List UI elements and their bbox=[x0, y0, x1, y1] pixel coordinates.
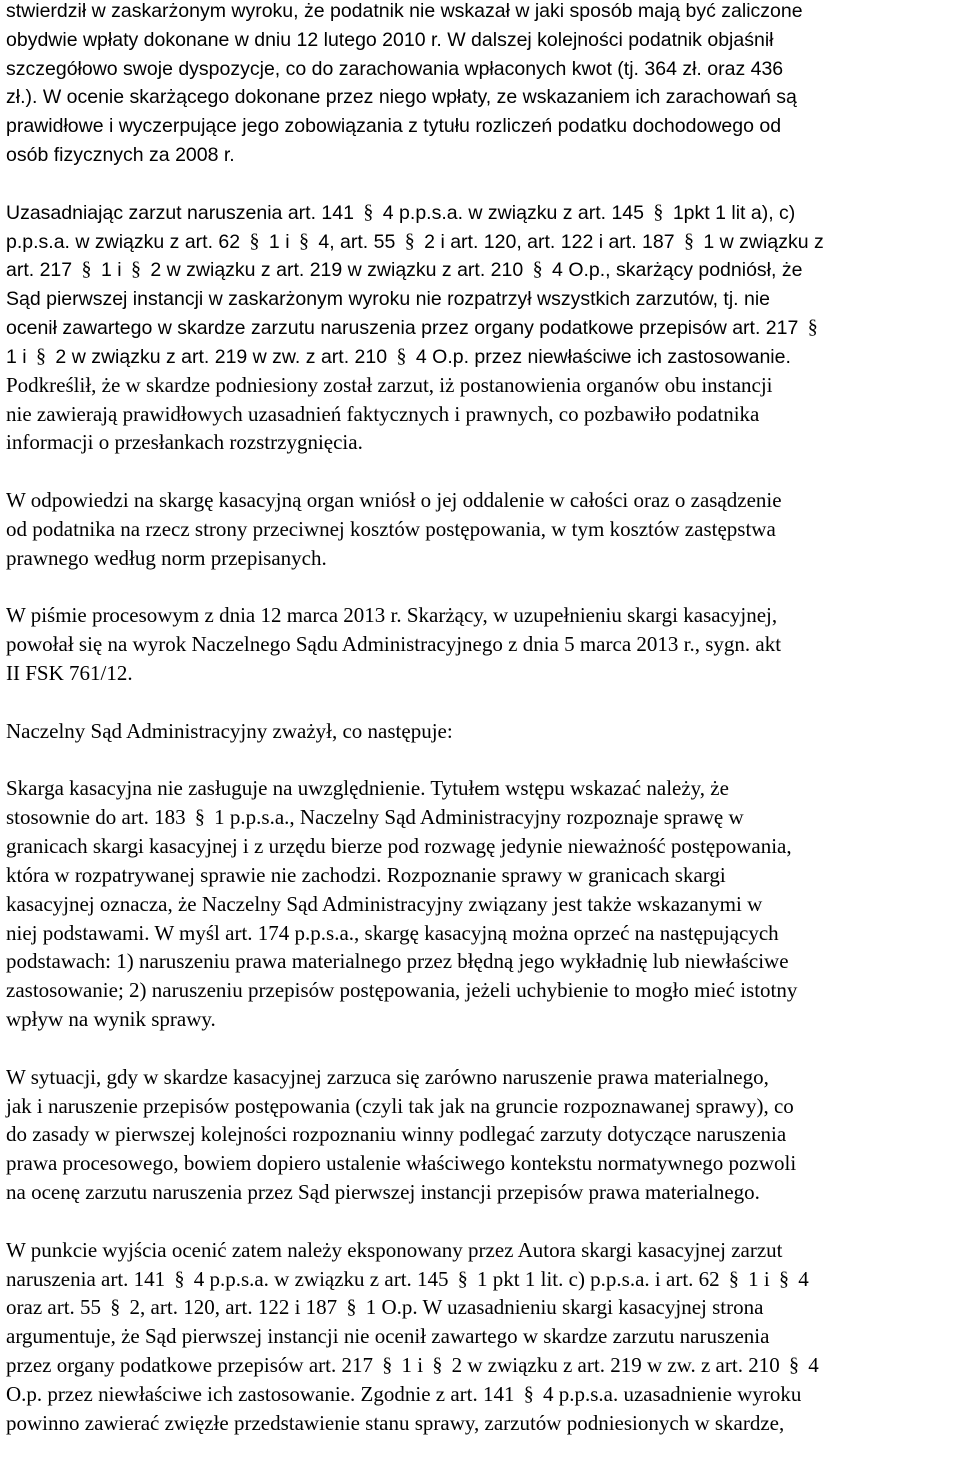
text-run: p.p.s.a. w związku z art. 62 bbox=[6, 230, 246, 253]
text-run: argumentuje, że Sąd pierwszej instancji nie ocenił zawartego w skardze zarzutu naruszenia bbox=[6, 1324, 770, 1349]
section-sign: § bbox=[404, 229, 415, 252]
text-run: 4 p.p.s.a. w związku z art. 145 bbox=[377, 201, 650, 224]
text-line bbox=[6, 1120, 786, 1148]
section-sign: § bbox=[807, 316, 818, 339]
text-run: niej podstawami. W myśl art. 174 p.p.s.a., skargę kasacyjną można oprzeć na następujących bbox=[6, 920, 779, 945]
text-run: 1 i bbox=[263, 230, 295, 253]
text-run: 4, art. 55 bbox=[312, 230, 401, 253]
section-sign: § bbox=[249, 229, 260, 252]
section-sign: § bbox=[110, 1296, 121, 1319]
text-run: osób fizycznych za 2008 r. bbox=[6, 144, 235, 167]
text-line bbox=[6, 1149, 796, 1177]
text-line bbox=[6, 400, 759, 428]
text-run: O.p. przez niewłaściwe ich zastosowanie. Zgodnie z art. 141 bbox=[6, 1381, 520, 1406]
text-run: 4 bbox=[793, 1266, 809, 1291]
section-sign: § bbox=[432, 1354, 443, 1376]
text-run: 1pkt 1 lit a), c) bbox=[667, 201, 796, 224]
text-line bbox=[6, 140, 235, 169]
text-run: ocenił zawartego w skardze zarzutu naruszenia przez organy podatkowe przepisów art. 217 bbox=[6, 317, 804, 340]
text-run: 1 i bbox=[742, 1266, 776, 1291]
text-run: W sytuacji, gdy w skardze kasacyjnej zarzuca się zarówno naruszenie prawa materialnego, bbox=[6, 1064, 769, 1089]
text-run: 2, art. 120, art. 122 i 187 bbox=[124, 1295, 343, 1320]
text-run: 2 i art. 120, art. 122 i art. 187 bbox=[418, 230, 680, 253]
text-line bbox=[6, 1092, 794, 1120]
text-run: powinno zawierać zwięzłe przedstawienie stanu sprawy, zarzutów podniesionych w skardze, bbox=[6, 1410, 785, 1435]
text-line bbox=[6, 630, 781, 658]
section-sign: § bbox=[779, 1267, 790, 1290]
text-run: granicach skargi kasacyjnej i z urzędu bierze pod rozwagę jedynie nieważność postępowania, bbox=[6, 834, 792, 859]
text-run: 1 O.p. W uzasadnieniu skargi kasacyjnej strona bbox=[360, 1295, 764, 1320]
section-sign: § bbox=[653, 200, 664, 223]
text-line bbox=[6, 1178, 760, 1206]
section-sign: § bbox=[174, 1267, 185, 1290]
text-run: 4 bbox=[802, 1353, 819, 1377]
text-run: jak i naruszenie przepisów postępowania (czyli tak jak na gruncie rozpoznawanej sprawy), co bbox=[6, 1093, 794, 1118]
text-run: W odpowiedzi na skargę kasacyjną organ wniósł o jej oddalenie w całości oraz o zasądzenie bbox=[6, 488, 782, 513]
text-run: naruszenia art. 141 bbox=[6, 1266, 171, 1291]
text-line bbox=[6, 111, 781, 140]
section-sign: § bbox=[396, 344, 407, 367]
section-sign: § bbox=[457, 1267, 468, 1290]
text-run: 1 i bbox=[396, 1353, 429, 1377]
text-run: zł.). W ocenie skarżącego dokonane przez niego wpłaty, ze wskazaniem ich zarachowań są bbox=[6, 86, 797, 109]
text-line bbox=[6, 1063, 769, 1091]
section-sign: § bbox=[363, 200, 374, 223]
text-run: szczegółowo swoje dyspozycje, co do zarachowania wpłaconych kwot (tj. 364 zł. oraz 436 bbox=[6, 57, 784, 80]
text-line bbox=[6, 25, 773, 54]
text-run: od podatnika na rzecz strony przeciwnej kosztów postępowania, w tym kosztów zastępstwa bbox=[6, 516, 776, 541]
section-sign: § bbox=[36, 344, 47, 367]
text-run: powołał się na wyrok Naczelnego Sądu Administracyjnego z dnia 5 marca 2013 r., sygn. akt bbox=[6, 632, 782, 657]
text-line bbox=[6, 284, 770, 313]
text-run: prawnego według norm przepisanych. bbox=[6, 545, 327, 570]
text-line bbox=[6, 861, 726, 889]
text-run: 4 p.p.s.a. uzasadnienie wyroku bbox=[537, 1381, 802, 1406]
text-run: II FSK 761/12. bbox=[6, 661, 133, 686]
text-run: Podkreślił, że w skardze podniesiony został zarzut, iż postanowienia organów obu instancji bbox=[6, 372, 773, 397]
text-run: 2 w związku z art. 219 w zw. z art. 210 bbox=[446, 1353, 785, 1377]
text-run: Naczelny Sąd Administracyjny zważył, co następuje: bbox=[6, 718, 453, 743]
text-line bbox=[6, 976, 797, 1004]
text-line bbox=[6, 0, 803, 25]
text-run: nie zawierają prawidłowych uzasadnień faktycznych i prawnych, co pozbawiło podatnika bbox=[6, 401, 760, 426]
text-line bbox=[6, 342, 791, 371]
text-line bbox=[6, 1265, 809, 1294]
text-line bbox=[6, 1409, 784, 1437]
text-run: 1 i bbox=[95, 259, 127, 282]
text-line bbox=[6, 803, 744, 832]
text-run: przez organy podatkowe przepisów art. 217 bbox=[6, 1353, 379, 1377]
text-line bbox=[6, 255, 802, 284]
text-run: obydwie wpłaty dokonane w dniu 12 lutego 2010 r. W dalszej kolejności podatnik objaśnił bbox=[6, 28, 774, 51]
section-sign: § bbox=[523, 1382, 534, 1405]
text-run: prawa procesowego, bowiem dopiero ustalenie właściwego kontekstu normatywnego pozwoli bbox=[6, 1151, 797, 1176]
text-run: Uzasadniając zarzut naruszenia art. 141 bbox=[6, 201, 360, 224]
section-sign: § bbox=[194, 806, 205, 829]
text-line bbox=[6, 544, 327, 572]
text-run: podstawach: 1) naruszeniu prawa materialnego przez błędną jego wykładnię lub niewłaściwe bbox=[6, 949, 789, 974]
text-run: W piśmie procesowym z dnia 12 marca 2013 r. Skarżący, w uzupełnieniu skargi kasacyjnej, bbox=[6, 603, 778, 628]
text-line bbox=[6, 54, 783, 83]
text-run: 2 w związku z art. 219 w związku z art. 210 bbox=[144, 259, 529, 282]
text-run: stosownie do art. 183 bbox=[6, 805, 191, 830]
text-line bbox=[6, 1293, 763, 1322]
text-line bbox=[6, 82, 797, 111]
text-run: wpływ na wynik sprawy. bbox=[6, 1007, 216, 1032]
section-sign: § bbox=[81, 258, 92, 281]
text-run: Sąd pierwszej instancji w zaskarżonym wyroku nie rozpatrzył wszystkich zarzutów, tj. nie bbox=[6, 288, 771, 311]
text-run: informacji o przesłankach rozstrzygnięcia. bbox=[6, 430, 363, 455]
text-line bbox=[6, 890, 762, 918]
text-run: 1 p.p.s.a., Naczelny Sąd Administracyjny rozpoznaje sprawę w bbox=[208, 805, 744, 830]
text-run: na ocenę zarzutu naruszenia przez Sąd pierwszej instancji przepisów prawa materialnego. bbox=[6, 1180, 760, 1205]
text-run: Skarga kasacyjna nie zasługuje na uwzględnienie. Tytułem wstępu wskazać należy, że bbox=[6, 776, 729, 801]
text-line bbox=[6, 1351, 819, 1380]
text-line bbox=[6, 601, 777, 629]
text-run: 4 O.p., skarżący podniósł, że bbox=[546, 259, 803, 282]
text-line bbox=[6, 227, 824, 256]
section-sign: § bbox=[298, 229, 309, 252]
section-sign: § bbox=[532, 258, 543, 281]
text-line bbox=[6, 198, 795, 227]
text-run: 1 pkt 1 lit. c) p.p.s.a. i art. 62 bbox=[471, 1266, 725, 1291]
text-run: kasacyjnej oznacza, że Naczelny Sąd Administracyjny związany jest także wskazanymi w bbox=[6, 891, 763, 916]
text-line bbox=[6, 659, 133, 687]
text-line bbox=[6, 919, 779, 947]
text-line bbox=[6, 1005, 216, 1033]
text-line bbox=[6, 717, 453, 745]
text-line bbox=[6, 947, 789, 975]
text-line bbox=[6, 313, 822, 342]
text-run: stwierdził w zaskarżonym wyroku, że podatnik nie wskazał w jaki sposób mają być zaliczone bbox=[6, 0, 803, 22]
text-run: która w rozpatrywanej sprawie nie zachodzi. Rozpoznanie sprawy w granicach skargi bbox=[6, 862, 726, 887]
text-run: do zasady w pierwszej kolejności rozpoznaniu winny podlegać zarzuty dotyczące naruszenia bbox=[6, 1122, 787, 1147]
text-line bbox=[6, 1380, 801, 1409]
text-run: 1 i bbox=[6, 345, 33, 368]
section-sign: § bbox=[684, 229, 694, 252]
text-run: 4 O.p. przez niewłaściwe ich zastosowanie. bbox=[410, 345, 791, 368]
text-line bbox=[6, 486, 782, 514]
text-line bbox=[6, 428, 363, 456]
section-sign: § bbox=[130, 258, 141, 281]
text-line bbox=[6, 774, 729, 802]
text-run: W punkcie wyjścia ocenić zatem należy eksponowany przez Autora skargi kasacyjnej zarzut bbox=[6, 1237, 783, 1262]
section-sign: § bbox=[382, 1354, 393, 1376]
text-line bbox=[6, 515, 776, 543]
text-run: oraz art. 55 bbox=[6, 1295, 107, 1320]
text-line bbox=[6, 1236, 783, 1264]
text-line bbox=[6, 371, 773, 399]
text-line bbox=[6, 832, 792, 860]
text-run: zastosowanie; 2) naruszeniu przepisów postępowania, jeżeli uchybienie to mogło mieć istotny bbox=[6, 978, 798, 1003]
section-sign: § bbox=[346, 1296, 357, 1319]
text-run: prawidłowe i wyczerpujące jego zobowiązania z tytułu rozliczeń podatku dochodowego od bbox=[6, 115, 782, 138]
text-run: 4 p.p.s.a. w związku z art. 145 bbox=[188, 1266, 454, 1291]
section-sign: § bbox=[728, 1267, 739, 1290]
text-run: 2 w związku z art. 219 w zw. z art. 210 bbox=[50, 345, 393, 368]
text-line bbox=[6, 1322, 769, 1350]
text-run: art. 217 bbox=[6, 259, 78, 282]
section-sign: § bbox=[788, 1354, 799, 1376]
text-run: 1 w związku z bbox=[698, 230, 824, 253]
